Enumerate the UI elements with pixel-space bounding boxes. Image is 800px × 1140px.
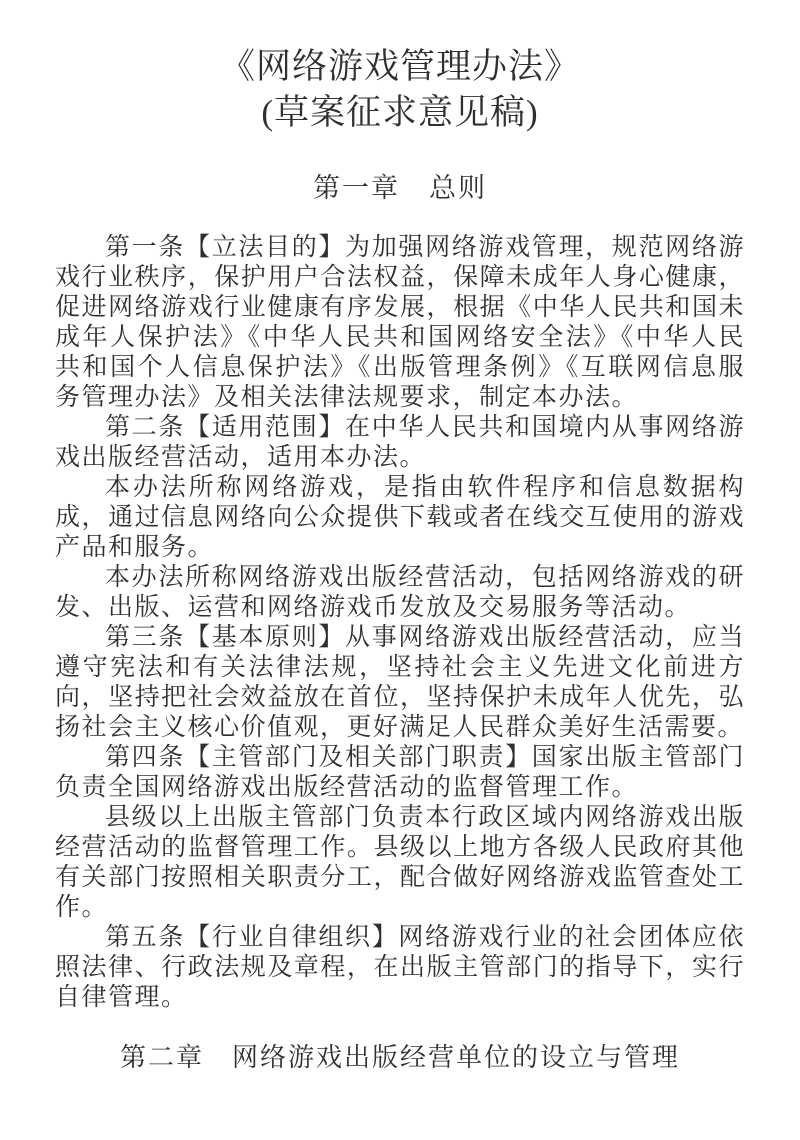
paragraph-article-4: 第四条【主管部门及相关部门职责】国家出版主管部门负责全国网络游戏出版经营活动的监督管理工作。 bbox=[55, 744, 745, 801]
document-body bbox=[55, 233, 745, 1013]
chapter-1-heading: 第一章 总则 bbox=[313, 173, 487, 203]
document-title bbox=[55, 44, 745, 136]
title-line-2: (草案征求意见稿) bbox=[261, 93, 539, 132]
title-line-1: 《网络游戏管理办法》 bbox=[219, 47, 580, 86]
paragraph-article-2: 第二条【适用范围】在中华人民共和国境内从事网络游戏出版经营活动，适用本办法。 bbox=[55, 414, 745, 471]
paragraph-article-3: 第三条【基本原则】从事网络游戏出版经营活动，应当遵守宪法和有关法律法规，坚持社会主义先进文化前进方向，坚持把社会效益放在首位，坚持保护未成年人优先，弘扬社会主义核心价值观，更好满足人民群众美好生活需要。 bbox=[55, 624, 745, 741]
paragraph-article-5: 第五条【行业自律组织】网络游戏行业的社会团体应依照法律、行政法规及章程，在出版主管部门的指导下，实行自律管理。 bbox=[55, 924, 745, 1011]
paragraph-article-1: 第一条【立法目的】为加强网络游戏管理，规范网络游戏行业秩序，保护用户合法权益，保障未成年人身心健康，促进网络游戏行业健康有序发展，根据《中华人民共和国未成年人保护法》《中华人民共和国网络安全法》《中华人民共和国个人信息保护法》《出版管理条例》《互联网信息服务管理办法》及相关法律法规要求，制定本办法。 bbox=[55, 234, 745, 411]
paragraph-article-2-def-game: 本办法所称网络游戏，是指由软件程序和信息数据构成，通过信息网络向公众提供下载或者在线交互使用的游戏产品和服务。 bbox=[55, 474, 745, 561]
paragraph-article-2-def-activities: 本办法所称网络游戏出版经营活动，包括网络游戏的研发、出版、运营和网络游戏币发放及交易服务等活动。 bbox=[55, 564, 745, 621]
chapter-2-heading: 第二章 网络游戏出版经营单位的设立与管理 bbox=[119, 1043, 680, 1072]
paragraph-article-4-local: 县级以上出版主管部门负责本行政区域内网络游戏出版经营活动的监督管理工作。县级以上地方各级人民政府其他有关部门按照相关职责分工，配合做好网络游戏监管查处工作。 bbox=[55, 804, 745, 921]
